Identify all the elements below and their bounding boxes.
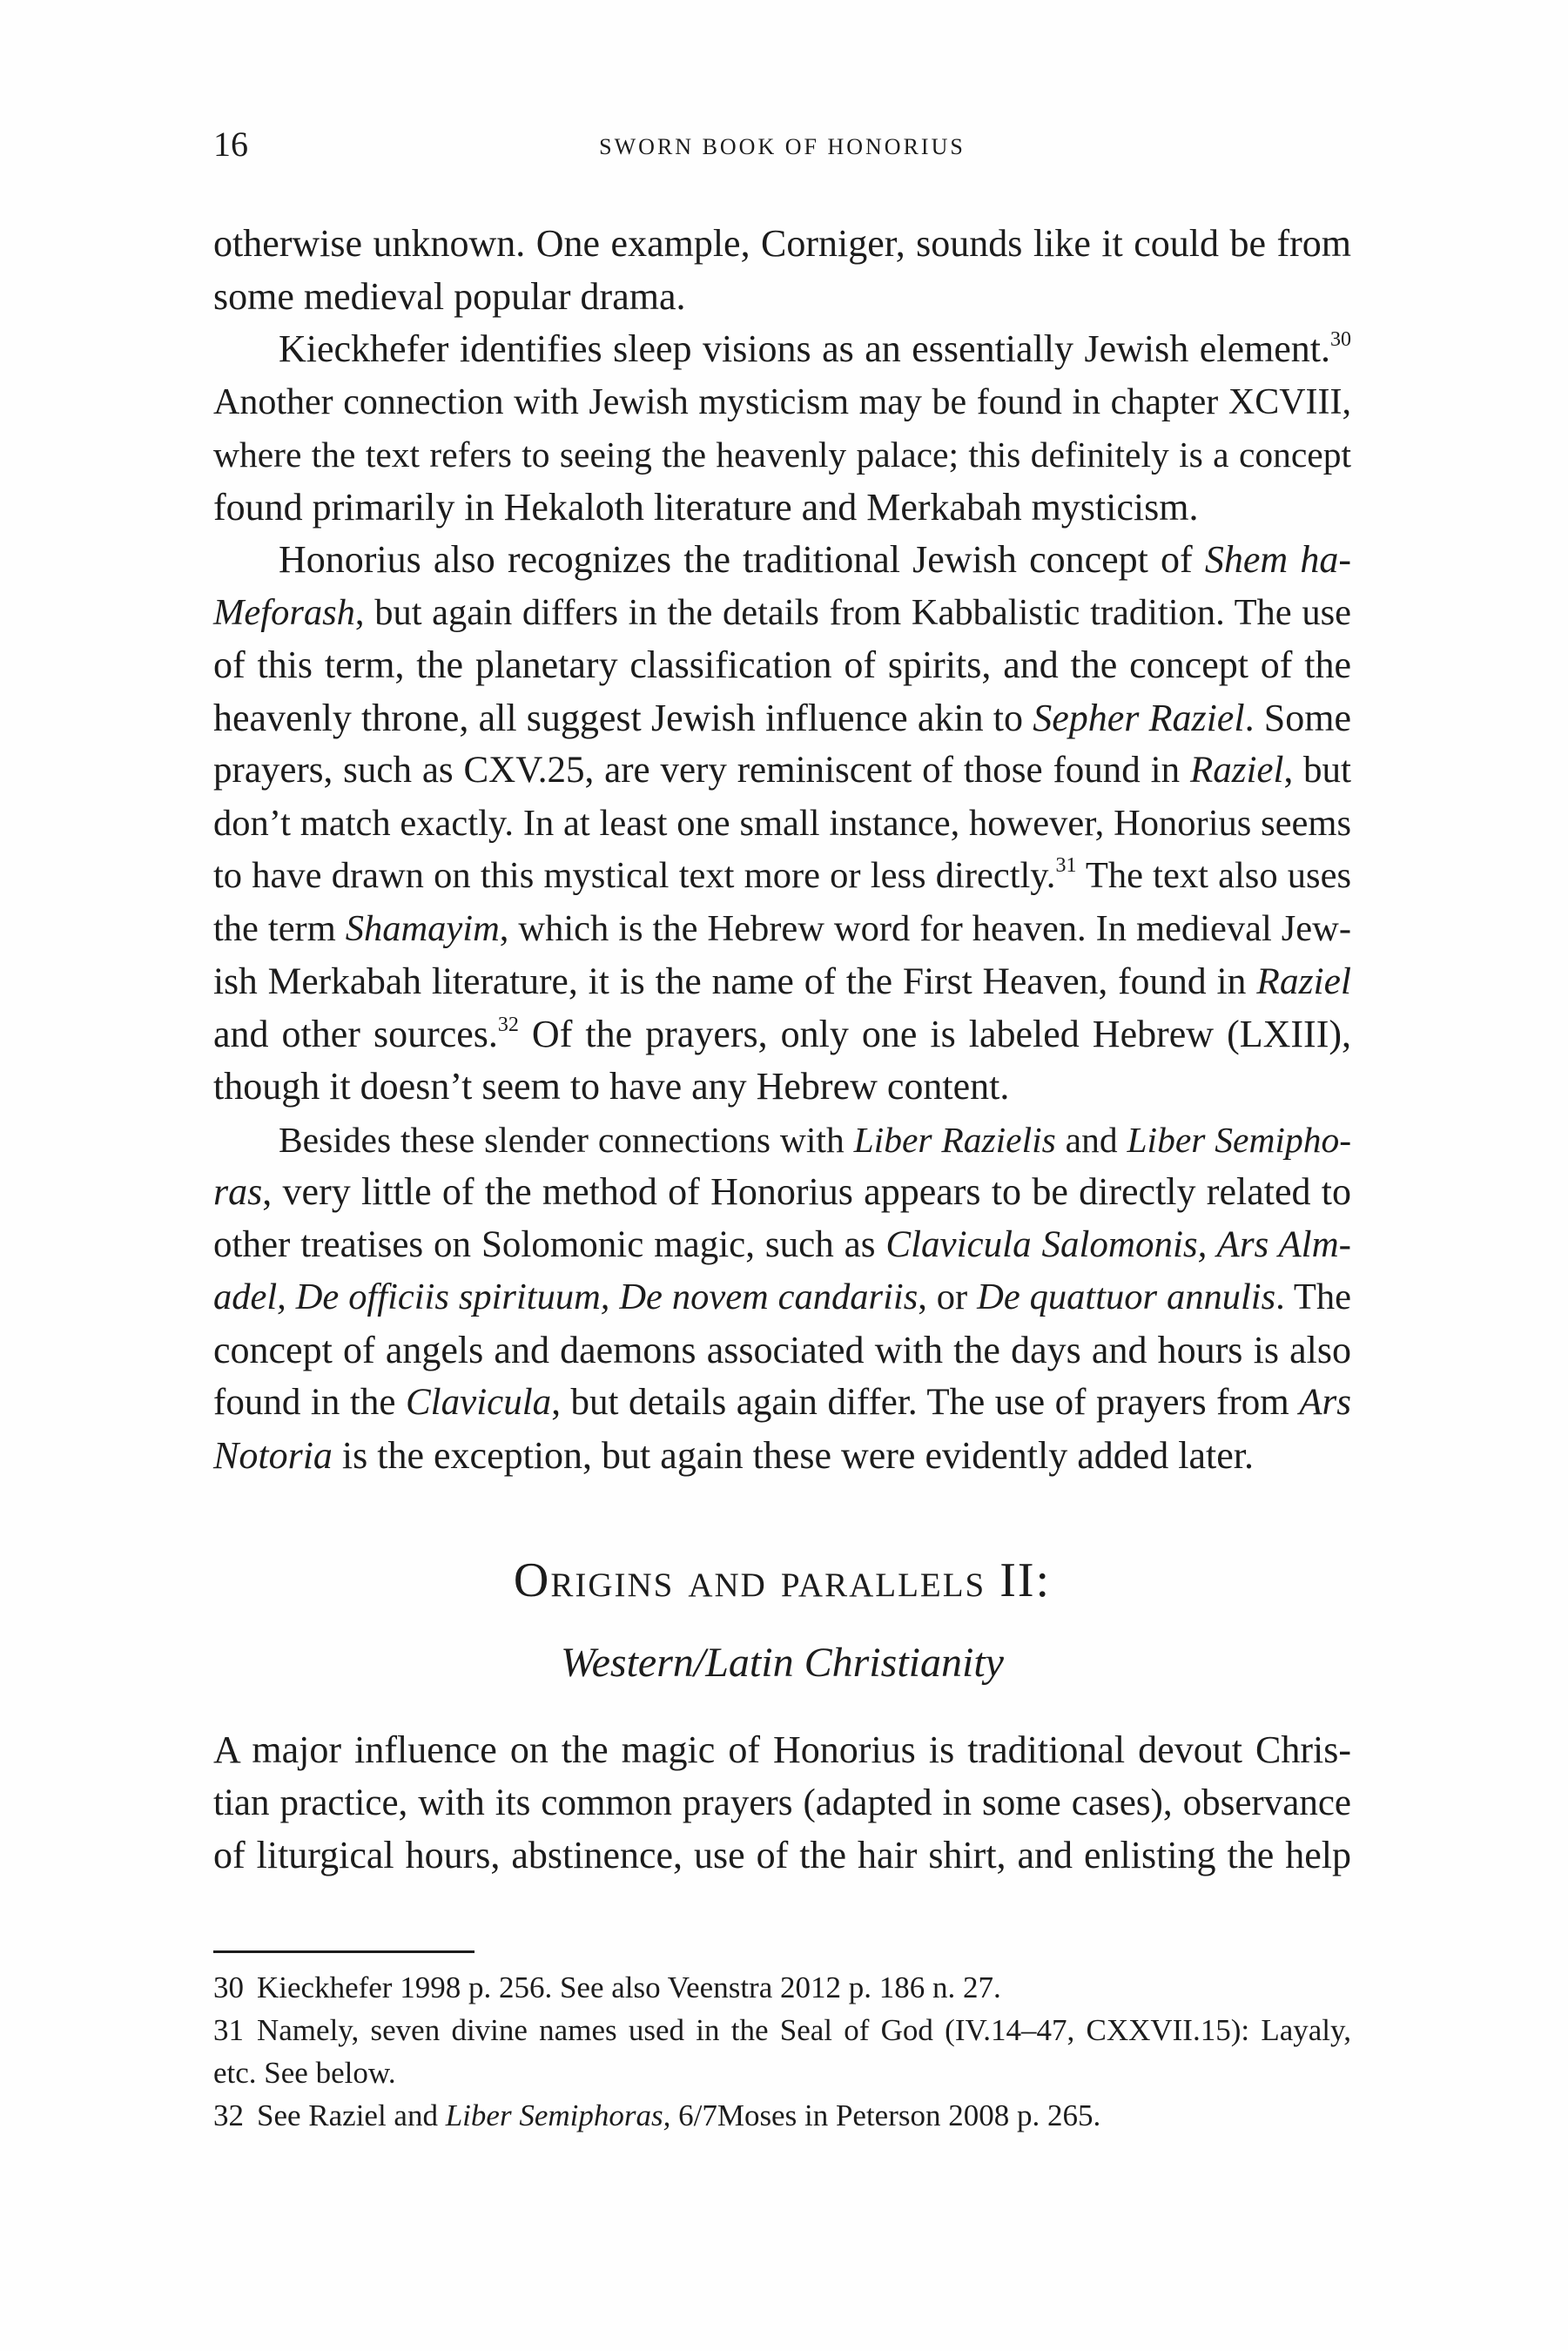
text-run: of liturgical hours, abstinence, use of the hair shirt, and enlisting the help [213, 1834, 1351, 1876]
section-heading: Origins and parallels II: [513, 1553, 1052, 1607]
text-run: Kieckhefer identifies sleep visions as an essentially Jewish element. [279, 327, 1330, 370]
text-run: the term [213, 907, 346, 949]
text-line [213, 1219, 1351, 1272]
footnote-number: 31 [213, 2013, 244, 2047]
text-line [213, 587, 1351, 640]
text-run: Namely, seven divine names used in the Seal of God (IV.14–47, CXXVII.15): Layaly, [257, 2013, 1351, 2047]
text-run: Kieckhefer 1998 p. 256. See also Veenstra 2012 p. 186 n. 27. [257, 1970, 1001, 2004]
text-run: , which is the Hebrew word for heaven. In medieval Jew- [499, 907, 1351, 949]
footnote-line [213, 2094, 1351, 2137]
italic-text: Raziel [1256, 960, 1351, 1002]
text-run: , but [1283, 750, 1351, 791]
text-line [213, 903, 1351, 956]
footnote-line [213, 1966, 1351, 2009]
text-line [213, 1166, 1351, 1219]
text-line [213, 482, 1351, 535]
text-run: etc. See below. [213, 2056, 396, 2090]
text-line [213, 798, 1351, 851]
text-run: found primarily in Hekaloth literature and Merkabah mysticism. [213, 485, 1199, 529]
italic-text: Liber Semiphoras, [445, 2098, 671, 2132]
italic-text: adel, De officiis spirituum, De novem candariis [213, 1277, 919, 1317]
text-line [213, 744, 1351, 798]
text-run: and other sources. [213, 1012, 498, 1055]
footnote-reference[interactable]: 32 [497, 1013, 519, 1036]
text-run: 6/7Moses in Peterson 2008 p. 265. [670, 2098, 1101, 2132]
text-run: , but again differs in the details from Kabbalistic tradition. The use [354, 591, 1351, 633]
text-line [213, 850, 1351, 903]
text-run: to have drawn on this mystical text more or less directly. [213, 855, 1056, 896]
text-run: otherwise unknown. One example, Corniger, sounds like it could be from [213, 222, 1351, 265]
text-line [213, 1430, 1351, 1483]
footnote-32 [213, 2094, 1351, 2137]
text-run: though it doesn’t seem to have any Hebrew content. [213, 1065, 1010, 1108]
text-run: and [1055, 1119, 1127, 1160]
italic-text: Clavicula [405, 1382, 552, 1423]
italic-text: Notoria [213, 1433, 333, 1477]
text-run: , or [918, 1277, 978, 1317]
italic-text: Liber Semipho- [1127, 1119, 1352, 1160]
footnote-30 [213, 1966, 1351, 2009]
text-line [213, 1724, 1351, 1777]
body-text-before-heading [213, 218, 1351, 1482]
text-run: other treatises on Solomonic magic, such as [213, 1223, 886, 1265]
text-run: is the exception, but again these were evidently added later. [332, 1433, 1254, 1477]
text-run: Another connection with Jewish mysticism may be found in chapter XCVIII, [213, 381, 1351, 422]
text-run: prayers, such as CXV.25, are very reminiscent of those found in [213, 750, 1190, 791]
text-line [213, 323, 1351, 376]
text-run: Besides these slender connections with [279, 1119, 854, 1160]
italic-text: Ars [1299, 1382, 1351, 1423]
text-line [213, 1114, 1351, 1167]
footnote-reference[interactable]: 31 [1055, 854, 1077, 877]
text-run: tian practice, with its common prayers (adapted in some cases), observance [213, 1782, 1351, 1823]
text-line [213, 1008, 1351, 1061]
text-line [213, 1324, 1351, 1378]
text-line [213, 639, 1351, 692]
footnote-rule [213, 1950, 474, 1953]
body-text-after-heading [213, 1724, 1351, 1883]
text-line [213, 376, 1351, 429]
text-run: where the text refers to seeing the heavenly palace; this definitely is a concept [213, 434, 1351, 475]
text-line [213, 1061, 1351, 1114]
text-run: ish Merkabah literature, it is the name of the First Heaven, found in [213, 960, 1257, 1002]
footnote-line [213, 2009, 1351, 2051]
italic-text: Shamayim [345, 907, 500, 949]
text-run: heavenly throne, all suggest Jewish influence akin to [213, 696, 1033, 739]
text-line [213, 218, 1351, 271]
italic-text: Sepher Raziel [1033, 696, 1245, 739]
footnote-reference[interactable]: 30 [1330, 328, 1351, 351]
text-run: . The [1275, 1277, 1352, 1317]
footnotes [213, 1966, 1351, 2137]
text-line [213, 534, 1351, 587]
text-line [213, 1271, 1351, 1324]
text-line [213, 1777, 1351, 1830]
text-run: Honorius also recognizes the traditional Jewish concept of [279, 538, 1205, 581]
footnote-number: 30 [213, 1970, 244, 2004]
italic-text: ras [213, 1170, 263, 1213]
footnote-number: 32 [213, 2098, 244, 2132]
italic-text: Meforash [213, 591, 355, 633]
footnote-line [213, 2051, 1351, 2094]
text-run: of this term, the planetary classification of spirits, and the concept of the [213, 643, 1351, 686]
running-title: SWORN BOOK OF HONORIUS [599, 134, 966, 159]
text-line [213, 1829, 1351, 1883]
italic-text: Raziel [1189, 750, 1284, 791]
text-run: , but details again differ. The use of prayers from [551, 1382, 1300, 1423]
italic-text: Shem ha- [1204, 538, 1351, 581]
text-run: The text also uses [1076, 855, 1351, 896]
footnote-31 [213, 2009, 1351, 2094]
italic-text: Liber Razielis [853, 1119, 1056, 1160]
text-run: Of the prayers, only one is labeled Hebrew (LXIII), [518, 1012, 1351, 1055]
page-number: 16 [213, 125, 248, 164]
text-line [213, 955, 1351, 1008]
section-subheading: Western/Latin Christianity [561, 1640, 1004, 1686]
text-run: found in the [213, 1382, 406, 1423]
text-line [213, 428, 1351, 482]
text-line [213, 271, 1351, 324]
text-run: A major influence on the magic of Honorius is traditional devout Chris- [213, 1728, 1351, 1771]
text-run: some medieval popular drama. [213, 274, 686, 318]
text-line [213, 692, 1351, 745]
running-head [213, 127, 1351, 162]
text-run: . Some [1244, 696, 1351, 739]
text-run: , very little of the method of Honorius appears to be directly related to [262, 1170, 1351, 1213]
text-run: See Raziel and [257, 2098, 446, 2132]
text-run: don’t match exactly. In at least one small instance, however, Honorius seems [213, 802, 1351, 844]
text-run: concept of angels and daemons associated with the days and hours is also [213, 1328, 1351, 1371]
text-line [213, 1377, 1351, 1430]
italic-text: Clavicula Salomonis, Ars Alm- [885, 1223, 1352, 1265]
italic-text: De quattuor annulis [977, 1277, 1276, 1317]
